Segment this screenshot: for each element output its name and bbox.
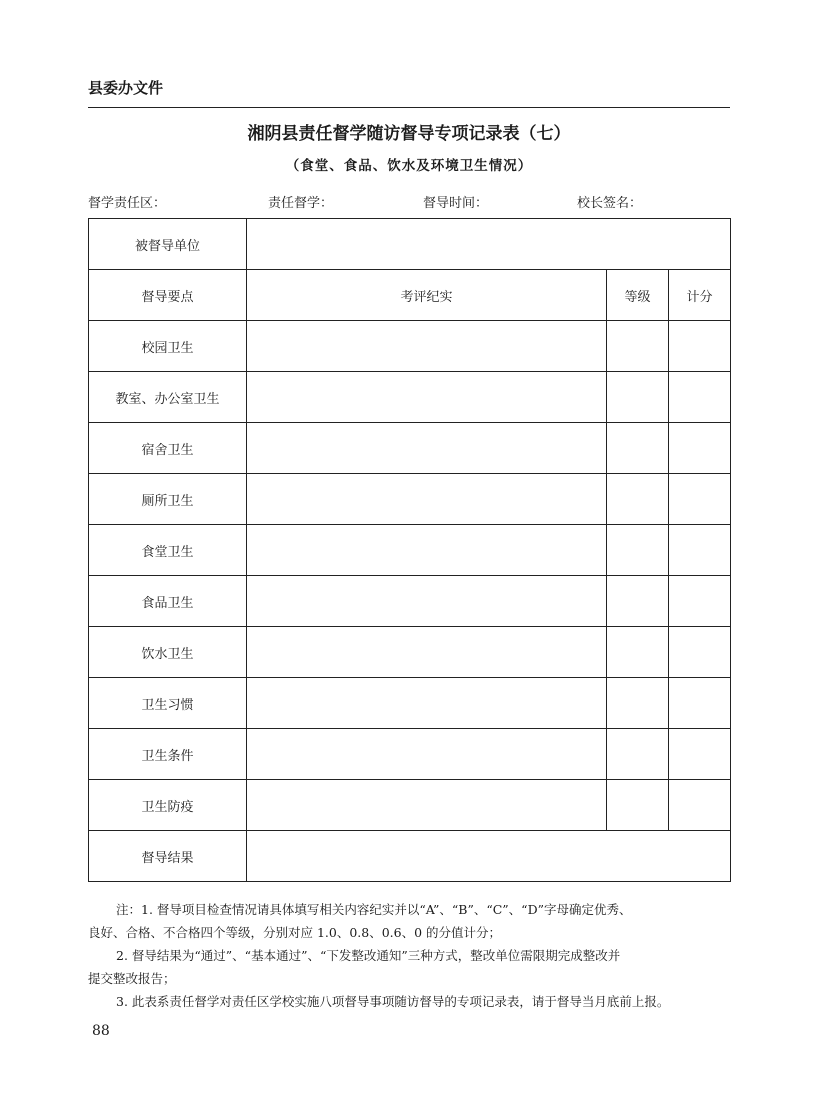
table-row	[89, 780, 731, 831]
row-item-label: 食堂卫生	[89, 525, 247, 576]
row-item-label: 饮水卫生	[89, 627, 247, 678]
table-row	[89, 423, 731, 474]
table-row	[89, 627, 731, 678]
result-label: 督导结果	[89, 831, 247, 882]
evaluation-cell[interactable]	[247, 525, 607, 576]
document-subtitle: （食堂、食品、饮水及环境卫生情况）	[285, 158, 533, 174]
grade-cell[interactable]	[607, 423, 669, 474]
page-number: 88	[92, 1023, 110, 1039]
inspector-field-label: 责任督学：	[268, 196, 334, 211]
score-cell[interactable]	[669, 780, 731, 831]
column-header-evaluation-record: 考评纪实	[247, 270, 607, 321]
row-item-label: 宿舍卫生	[89, 423, 247, 474]
table-row	[89, 729, 731, 780]
grade-cell[interactable]	[607, 525, 669, 576]
inspected-unit-label: 被督导单位	[89, 219, 247, 270]
row-item-label: 食品卫生	[89, 576, 247, 627]
result-row	[89, 831, 731, 882]
document-header	[88, 79, 730, 108]
evaluation-cell[interactable]	[247, 423, 607, 474]
table-row	[89, 576, 731, 627]
column-header-grade: 等级	[607, 270, 669, 321]
principal-signature-label: 校长签名：	[577, 196, 643, 211]
grade-cell[interactable]	[607, 678, 669, 729]
evaluation-cell[interactable]	[247, 321, 607, 372]
time-field-label: 督导时间：	[423, 196, 489, 211]
score-cell[interactable]	[669, 576, 731, 627]
score-cell[interactable]	[669, 678, 731, 729]
grade-cell[interactable]	[607, 372, 669, 423]
grade-cell[interactable]	[607, 729, 669, 780]
evaluation-cell[interactable]	[247, 474, 607, 525]
row-item-label: 卫生条件	[89, 729, 247, 780]
grade-cell[interactable]	[607, 627, 669, 678]
score-cell[interactable]	[669, 372, 731, 423]
row-item-label: 教室、办公室卫生	[89, 372, 247, 423]
column-header-score: 计分	[669, 270, 731, 321]
table-row	[89, 474, 731, 525]
note-line-1: 注：1. 督导项目检查情况请具体填写相关内容纪实并以“A”、“B”、“C”、“D”字母确定优秀、	[116, 902, 632, 917]
evaluation-cell[interactable]	[247, 678, 607, 729]
note-line-1-continued: 良好、合格、不合格四个等级，分别对应 1.0、0.8、0.6、0 的分值计分；	[88, 925, 502, 940]
row-item-label: 校园卫生	[89, 321, 247, 372]
grade-cell[interactable]	[607, 576, 669, 627]
table-row	[89, 525, 731, 576]
grade-cell[interactable]	[607, 474, 669, 525]
evaluation-cell[interactable]	[247, 627, 607, 678]
score-cell[interactable]	[669, 627, 731, 678]
table-header-row	[89, 270, 731, 321]
score-cell[interactable]	[669, 474, 731, 525]
score-cell[interactable]	[669, 525, 731, 576]
score-cell[interactable]	[669, 321, 731, 372]
grade-cell[interactable]	[607, 780, 669, 831]
table-row	[89, 321, 731, 372]
note-line-2: 2. 督导结果为“通过”、“基本通过”、“下发整改通知”三种方式，整改单位需限期完成整改并	[116, 948, 621, 963]
table-row	[89, 372, 731, 423]
evaluation-cell[interactable]	[247, 372, 607, 423]
inspected-unit-row	[89, 219, 731, 270]
row-item-label: 卫生习惯	[89, 678, 247, 729]
evaluation-cell[interactable]	[247, 729, 607, 780]
evaluation-cell[interactable]	[247, 780, 607, 831]
note-line-2-continued: 提交整改报告；	[88, 971, 176, 986]
grade-cell[interactable]	[607, 321, 669, 372]
notes-section	[88, 898, 733, 1013]
score-cell[interactable]	[669, 423, 731, 474]
inspected-unit-field[interactable]	[247, 219, 731, 270]
inspection-record-table	[88, 218, 731, 882]
column-header-key-points: 督导要点	[89, 270, 247, 321]
score-cell[interactable]	[669, 729, 731, 780]
result-field[interactable]	[247, 831, 731, 882]
table-row	[89, 678, 731, 729]
row-item-label: 厕所卫生	[89, 474, 247, 525]
district-field-label: 督学责任区：	[88, 196, 167, 211]
evaluation-cell[interactable]	[247, 576, 607, 627]
header-title: 县委办文件	[88, 79, 164, 97]
note-line-3: 3. 此表系责任督学对责任区学校实施八项督导事项随访督导的专项记录表，请于督导当月底前上报。	[116, 994, 670, 1009]
document-title: 湘阴县责任督学随访督导专项记录表（七）	[247, 124, 571, 144]
row-item-label: 卫生防疫	[89, 780, 247, 831]
